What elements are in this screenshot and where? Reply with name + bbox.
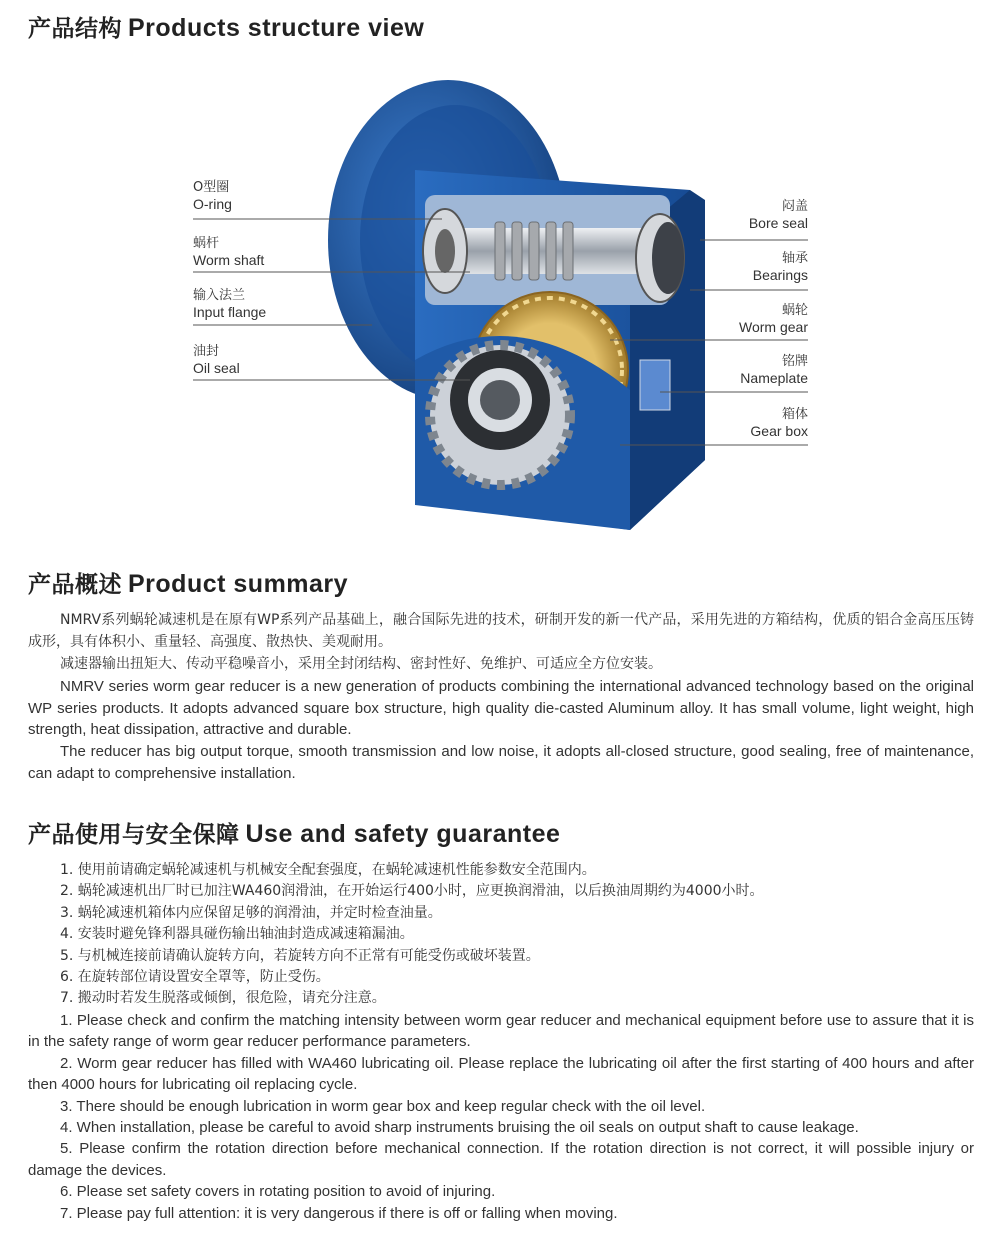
safety-zh-item: 3. 蜗轮减速机箱体内应保留足够的润滑油，并定时检查油量。 [60, 904, 442, 921]
summary-en-paragraph-1: NMRV series worm gear reducer is a new generation of products combining the international advanced technology based on the original WP series products. It adopts advanced square box structure, high quality die-casted Aluminum alloy. It has small volume, light weight, high strength, heat dissipation, attractive and durable. [28, 678, 974, 738]
label-gear-box-en: Gear box [750, 423, 808, 439]
label-gear-box-zh: 箱体 [781, 407, 808, 422]
label-bearings-en: Bearings [752, 267, 808, 283]
safety-en-item: 6. Please set safety covers in rotating position to avoid of injuring. [60, 1183, 496, 1201]
summary-heading-en: Product summary [128, 570, 349, 598]
bore-seal-shape [652, 222, 684, 294]
label-bore-seal [749, 198, 808, 232]
safety-en-item: 2. Worm gear reducer has filled with WA460 lubricating oil. Please replace the lubricating oil after the first starting of 400 hours and after then 4000 hours for lubricating oil replacing cycle. [28, 1054, 974, 1094]
label-gear-box [750, 406, 808, 440]
gearbox-structure-diagram [0, 60, 1000, 550]
safety-zh-item: 6. 在旋转部位请设置安全罩等，防止受伤。 [60, 969, 330, 986]
label-bearings [753, 250, 808, 284]
label-worm-gear [739, 302, 808, 336]
safety-zh-item: 5. 与机械连接前请确认旋转方向，若旋转方向不正常有可能受伤或破坏装置。 [60, 947, 540, 964]
safety-zh-item: 2. 蜗轮减速机出厂时已加注WA460润滑油，在开始运行400小时，应更换润滑油，以后换油周期约为4000小时。 [60, 883, 764, 900]
label-o-ring-zh: O型圈 [193, 180, 230, 195]
label-nameplate-zh: 铭牌 [781, 354, 808, 369]
structure-heading-en: Products structure view [128, 14, 425, 42]
safety-en-item: 7. Please pay full attention: it is very dangerous if there is off or falling when moving. [60, 1204, 618, 1222]
label-worm-gear-en: Worm gear [739, 319, 808, 335]
label-bore-seal-zh: 闷盖 [781, 199, 808, 214]
label-input-flange-en: Input flange [193, 304, 267, 320]
label-worm-shaft-en: Worm shaft [193, 252, 265, 268]
safety-heading-en: Use and safety guarantee [245, 820, 561, 848]
structure-heading [28, 10, 424, 43]
label-oil-seal [193, 343, 240, 377]
safety-zh-list [28, 860, 974, 1010]
nameplate-shape [640, 360, 670, 410]
label-worm-gear-zh: 蜗轮 [781, 303, 808, 318]
summary-heading-zh: 产品概述 [28, 572, 122, 598]
safety-en-item: 3. There should be enough lubrication in worm gear box and keep regular check with the oil level. [60, 1097, 706, 1115]
label-oil-seal-zh: 油封 [193, 344, 220, 359]
summary-zh-paragraph-1: NMRV系列蜗轮减速机是在原有WP系列产品基础上，融合国际先进的技术，研制开发的新一代产品，采用先进的方箱结构，优质的铝合金高压压铸成形，具有体积小、重量轻、高强度、散热快、美观耐用。 [28, 612, 974, 650]
safety-en-item: 1. Please check and confirm the matching intensity between worm gear reducer and mechanical equipment before use to assure that it is in the safety range of worm gear reducer performance parameters. [28, 1012, 974, 1051]
label-bore-seal-en: Bore seal [748, 215, 808, 231]
label-nameplate-en: Nameplate [740, 370, 808, 386]
safety-zh-item: 7. 搬动时若发生脱落或倾倒，很危险，请充分注意。 [60, 990, 386, 1007]
label-input-flange-zh: 输入法兰 [193, 288, 246, 303]
safety-en-list [28, 1010, 974, 1224]
label-o-ring [193, 179, 232, 213]
label-nameplate [740, 353, 808, 387]
label-input-flange [193, 287, 266, 321]
safety-en-item: 4. When installation, please be careful to avoid sharp instruments bruising the oil seals on output shaft to cause leakage. [60, 1119, 859, 1137]
safety-heading-zh: 产品使用与安全保障 [28, 822, 240, 848]
structure-heading-zh: 产品结构 [28, 16, 122, 42]
summary-zh-paragraph-2: 减速器输出扭矩大、传动平稳噪音小，采用全封闭结构、密封性好、免维护、可适应全方位安装。 [60, 656, 662, 672]
safety-en-item: 5. Please confirm the rotation direction before mechanical connection. If the rotation direction is not correct, it will possible injury or damage the devices. [28, 1140, 974, 1179]
safety-zh-item: 4. 安装时避免锋利器具碰伤输出轴油封造成减速箱漏油。 [60, 926, 414, 943]
label-oil-seal-en: Oil seal [193, 360, 240, 376]
safety-zh-item: 1. 使用前请确定蜗轮减速机与机械安全配套强度，在蜗轮减速机性能参数安全范围内。 [60, 862, 596, 878]
safety-heading [28, 816, 560, 849]
label-worm-shaft [193, 235, 264, 269]
label-worm-shaft-zh: 蜗杆 [193, 236, 220, 251]
gearbox-illustration [0, 60, 1000, 550]
label-o-ring-en: O-ring [193, 196, 232, 212]
label-bearings-zh: 轴承 [781, 251, 808, 266]
summary-en-paragraph-2: The reducer has big output torque, smooth transmission and low noise, it adopts all-closed structure, good sealing, free of maintenance, can adapt to comprehensive installation. [28, 743, 974, 782]
summary-heading [28, 566, 348, 599]
